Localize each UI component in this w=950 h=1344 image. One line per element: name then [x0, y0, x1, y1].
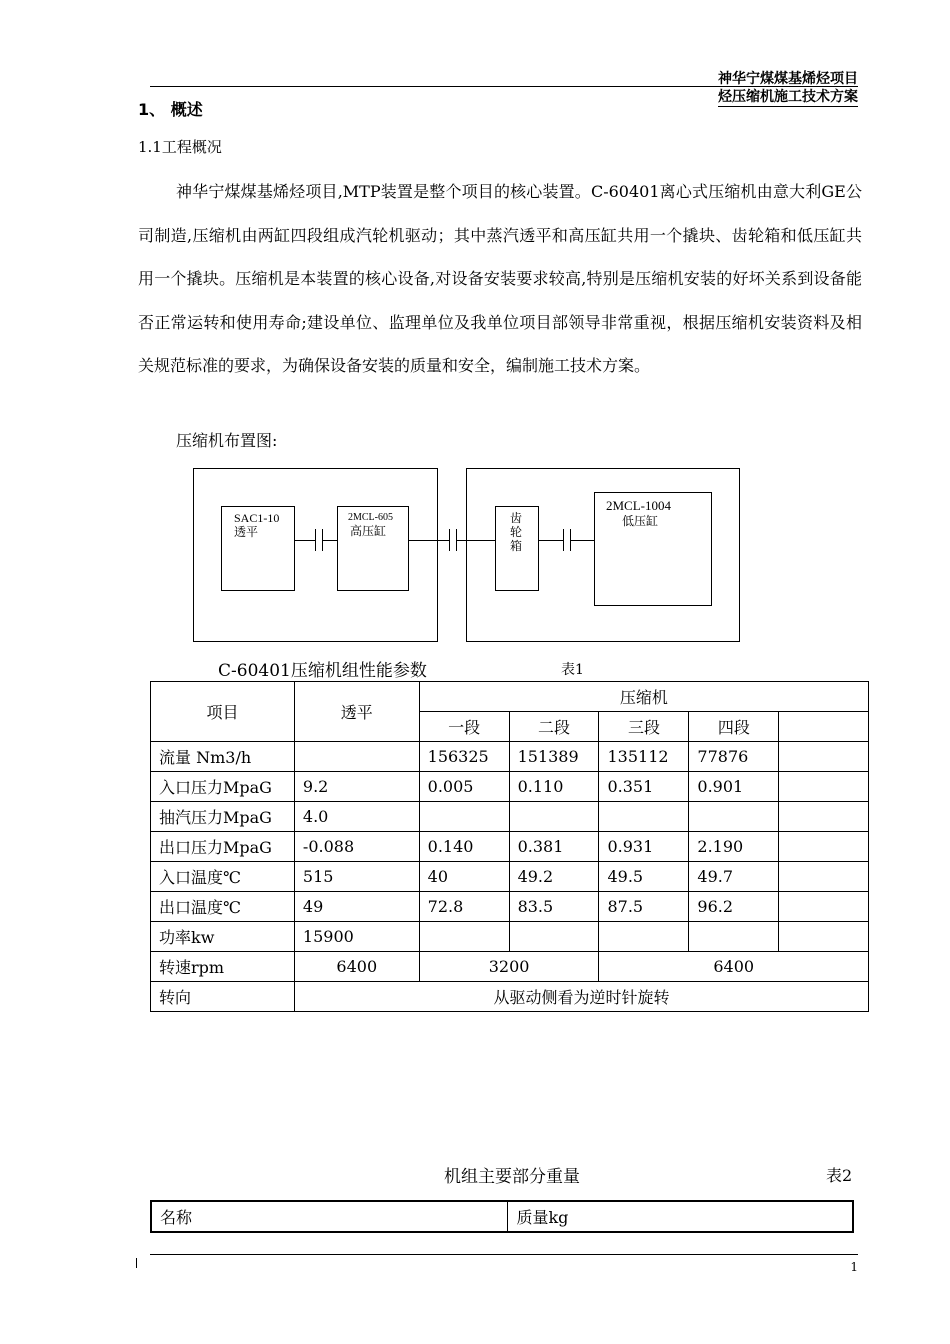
section-title: 1、 概述	[138, 100, 203, 119]
row-label: 流量 Nm3/h	[151, 742, 295, 772]
hp-cylinder-code: 2MCL-605	[348, 512, 393, 523]
col-header-mass: 质量kg	[508, 1201, 853, 1232]
footer-tick	[136, 1258, 137, 1268]
gearbox-name: 齿轮箱	[510, 511, 523, 553]
table-cell: 0.140	[419, 832, 509, 862]
table-cell-empty	[779, 892, 869, 922]
turbine-name: 透平	[234, 525, 259, 539]
row-label: 转速rpm	[151, 952, 295, 982]
table-row	[151, 922, 869, 952]
table1-title: C-60401压缩机组性能参数	[218, 661, 427, 681]
shaft-line	[570, 540, 594, 541]
table-cell: 40	[419, 862, 509, 892]
table-cell	[419, 922, 509, 952]
table-cell: 0.901	[689, 772, 779, 802]
col-header-stage: 二段	[509, 712, 599, 742]
col-header-compressor: 压缩机	[419, 682, 868, 712]
row-label: 入口压力MpaG	[151, 772, 295, 802]
table-row	[151, 862, 869, 892]
header-document-title: 烃压缩机施工技术方案	[718, 86, 858, 107]
table-row	[151, 982, 869, 1012]
lp-cylinder-name: 低压缸	[622, 514, 659, 528]
table-cell: 135112	[599, 742, 689, 772]
table-cell: -0.088	[294, 832, 419, 862]
table-cell-empty	[779, 922, 869, 952]
table-cell-empty	[779, 742, 869, 772]
coupling-flange	[449, 529, 450, 551]
table-cell: 0.005	[419, 772, 509, 802]
layout-caption: 压缩机布置图:	[176, 431, 278, 450]
row-label: 功率kw	[151, 922, 295, 952]
table2-number: 表2	[826, 1166, 853, 1185]
col-header-stage: 一段	[419, 712, 509, 742]
table-cell: 515	[294, 862, 419, 892]
table-row	[151, 802, 869, 832]
turbine-code: SAC1-10	[234, 511, 280, 525]
table-cell	[419, 802, 509, 832]
shaft-line	[409, 540, 449, 541]
table-cell: 0.110	[509, 772, 599, 802]
shaft-line	[322, 540, 337, 541]
table-cell: 4.0	[294, 802, 419, 832]
table-cell	[509, 802, 599, 832]
table-cell-empty	[779, 862, 869, 892]
shaft-line	[456, 540, 495, 541]
subsection-title: 1.1工程概况	[138, 138, 222, 156]
col-header-name: 名称	[151, 1201, 508, 1232]
table-cell: 9.2	[294, 772, 419, 802]
table-cell: 49.5	[599, 862, 689, 892]
weight-table	[150, 1200, 854, 1233]
col-header-stage: 四段	[689, 712, 779, 742]
table-cell: 从驱动侧看为逆时针旋转	[294, 982, 868, 1012]
table-cell: 72.8	[419, 892, 509, 922]
intro-paragraph: 神华宁煤煤基烯烃项目,MTP装置是整个项目的核心装置。C-60401离心式压缩机由意大利GE公司制造,压缩机由两缸四段组成汽轮机驱动；其中蒸汽透平和高压缸共用一个撬块、齿轮箱和低压缸共用一个撬块。压缩机是本装置的核心设备,对设备安装要求较高,特别是压缩机安装的好坏关系到设备能否正常运转和使用寿命;建设单位、监理单位及我单位项目部领导非常重视，根据压缩机安装资料及相关规范标准的要求，为确保设备安装的质量和安全，编制施工技术方案。	[138, 182, 862, 375]
row-label: 出口温度℃	[151, 892, 295, 922]
table1-number: 表1	[561, 662, 584, 678]
table-cell: 77876	[689, 742, 779, 772]
table-cell-empty	[779, 712, 869, 742]
footer-divider	[150, 1254, 858, 1255]
header-project-name: 神华宁煤煤基烯烃项目	[718, 71, 858, 87]
table2-title: 机组主要部分重量	[444, 1167, 580, 1187]
table-cell: 6400	[294, 952, 419, 982]
shaft-line	[539, 540, 563, 541]
hp-cylinder-name: 高压缸	[350, 524, 387, 538]
table-cell-empty	[779, 802, 869, 832]
table-cell: 83.5	[509, 892, 599, 922]
lp-cylinder-code: 2MCL-1004	[606, 498, 671, 513]
header-divider	[150, 86, 858, 87]
table-cell: 156325	[419, 742, 509, 772]
row-label: 转向	[151, 982, 295, 1012]
table-cell: 87.5	[599, 892, 689, 922]
table-cell: 49	[294, 892, 419, 922]
table-cell: 15900	[294, 922, 419, 952]
table-cell	[509, 922, 599, 952]
coupling-flange	[563, 529, 564, 551]
table-row	[151, 952, 869, 982]
table-cell: 0.381	[509, 832, 599, 862]
shaft-line	[295, 540, 315, 541]
table-cell	[294, 742, 419, 772]
table-row	[151, 772, 869, 802]
table-row	[151, 832, 869, 862]
table-cell: 49.7	[689, 862, 779, 892]
table-cell: 6400	[599, 952, 869, 982]
table-cell: 151389	[509, 742, 599, 772]
coupling-flange	[315, 529, 316, 551]
col-header-item: 项目	[151, 682, 295, 742]
table-cell: 96.2	[689, 892, 779, 922]
row-label: 入口温度℃	[151, 862, 295, 892]
col-header-turbine: 透平	[294, 682, 419, 742]
table-cell	[599, 922, 689, 952]
table-row	[151, 742, 869, 772]
table-cell-empty	[779, 772, 869, 802]
table-cell	[599, 802, 689, 832]
table-cell-empty	[779, 832, 869, 862]
table-cell: 0.351	[599, 772, 689, 802]
table-row	[151, 892, 869, 922]
page-number: 1	[850, 1260, 858, 1274]
table-cell: 2.190	[689, 832, 779, 862]
performance-table	[150, 681, 869, 1012]
table-cell: 0.931	[599, 832, 689, 862]
row-label: 出口压力MpaG	[151, 832, 295, 862]
table-cell: 49.2	[509, 862, 599, 892]
row-label: 抽汽压力MpaG	[151, 802, 295, 832]
table-cell	[689, 922, 779, 952]
col-header-stage: 三段	[599, 712, 689, 742]
table-cell	[689, 802, 779, 832]
table-cell: 3200	[419, 952, 599, 982]
